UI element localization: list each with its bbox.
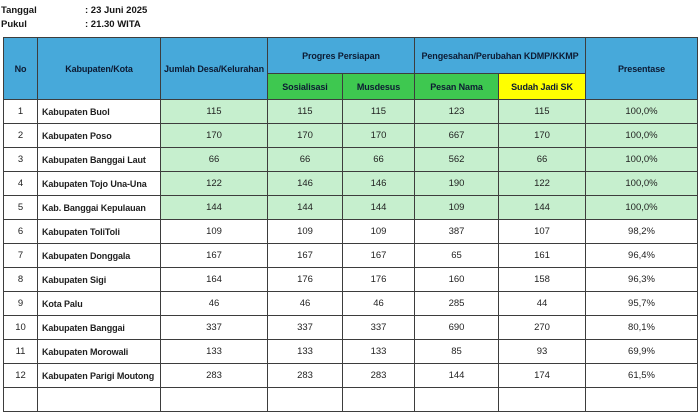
cell-sosialisasi: 337 xyxy=(268,316,343,340)
table-row xyxy=(4,196,698,220)
cell-musdesus: 176 xyxy=(343,268,415,292)
cell-no: 9 xyxy=(4,292,38,316)
cell-musdesus: 46 xyxy=(343,292,415,316)
cell-musdesus: 283 xyxy=(343,364,415,388)
cell-pesan-nama: 109 xyxy=(415,196,499,220)
recap-table-body xyxy=(4,100,698,412)
cell-jumlah-desa: 170 xyxy=(161,124,268,148)
cell-no: 11 xyxy=(4,340,38,364)
cell-musdesus: 146 xyxy=(343,172,415,196)
cell-jumlah-desa: 66 xyxy=(161,148,268,172)
cell-pesan-nama: 65 xyxy=(415,244,499,268)
cell-sudah-jadi-sk: 115 xyxy=(499,100,586,124)
date-label: Tanggal xyxy=(1,5,37,16)
col-header-sudah-jadi-sk: Sudah Jadi SK xyxy=(499,74,586,100)
col-header-sosialisasi: Sosialisasi xyxy=(268,74,343,100)
cell-sosialisasi: 146 xyxy=(268,172,343,196)
cell-pesan-nama: 562 xyxy=(415,148,499,172)
cell-presentase: 100,0% xyxy=(586,100,698,124)
table-row xyxy=(4,220,698,244)
cell-kabupaten: Kabupaten ToliToli xyxy=(38,220,161,244)
cell-no: 6 xyxy=(4,220,38,244)
cell-musdesus: 167 xyxy=(343,244,415,268)
cell-jumlah-desa: 164 xyxy=(161,268,268,292)
cell-kabupaten: Kabupaten Buol xyxy=(38,100,161,124)
cell-jumlah-desa: 133 xyxy=(161,340,268,364)
cell-kabupaten: Kabupaten Banggai Laut xyxy=(38,148,161,172)
time-value: : 21.30 WITA xyxy=(85,19,141,30)
cell-presentase: 95,7% xyxy=(586,292,698,316)
cell-musdesus: 144 xyxy=(343,196,415,220)
cell-sosialisasi: 176 xyxy=(268,268,343,292)
recap-table-header xyxy=(4,38,698,100)
cell-jumlah-desa: 115 xyxy=(161,100,268,124)
date-value: : 23 Juni 2025 xyxy=(85,5,148,16)
report-time-row xyxy=(1,18,147,32)
cell-kabupaten: Kab. Banggai Kepulauan xyxy=(38,196,161,220)
cell-sudah-jadi-sk: 161 xyxy=(499,244,586,268)
cell-kabupaten: Kabupaten Tojo Una-Una xyxy=(38,172,161,196)
cell-sudah-jadi-sk: 107 xyxy=(499,220,586,244)
cell-pesan-nama: 160 xyxy=(415,268,499,292)
col-header-musdesus: Musdesus xyxy=(343,74,415,100)
cell-kabupaten: Kabupaten Banggai xyxy=(38,316,161,340)
cell-jumlah-desa: 144 xyxy=(161,196,268,220)
col-header-kabupaten: Kabupaten/Kota xyxy=(38,38,161,100)
cell-pesan-nama: 85 xyxy=(415,340,499,364)
cell-sosialisasi: 109 xyxy=(268,220,343,244)
table-row xyxy=(4,148,698,172)
cell-jumlah-desa: 46 xyxy=(161,292,268,316)
cell-no: 8 xyxy=(4,268,38,292)
cell-pesan-nama: 387 xyxy=(415,220,499,244)
cell-kabupaten: Kabupaten Donggala xyxy=(38,244,161,268)
cell-no: 1 xyxy=(4,100,38,124)
table-row xyxy=(4,100,698,124)
col-header-pesan-nama: Pesan Nama xyxy=(415,74,499,100)
cell-no: 4 xyxy=(4,172,38,196)
recap-table xyxy=(3,37,698,412)
cell-no: 3 xyxy=(4,148,38,172)
cell-pesan-nama: 144 xyxy=(415,364,499,388)
cell-sudah-jadi-sk: 66 xyxy=(499,148,586,172)
cell-sudah-jadi-sk: 270 xyxy=(499,316,586,340)
cell-musdesus: 133 xyxy=(343,340,415,364)
cell-sosialisasi: 66 xyxy=(268,148,343,172)
cell-sosialisasi: 46 xyxy=(268,292,343,316)
cell-presentase: 69,9% xyxy=(586,340,698,364)
cell-presentase: 98,2% xyxy=(586,220,698,244)
cell-sudah-jadi-sk: 144 xyxy=(499,196,586,220)
report-date-row xyxy=(1,4,147,18)
table-row xyxy=(4,316,698,340)
cell-no: 10 xyxy=(4,316,38,340)
col-header-presentase: Presentase xyxy=(586,38,698,100)
cell-jumlah-desa: 109 xyxy=(161,220,268,244)
cell-kabupaten: Kota Palu xyxy=(38,292,161,316)
cell-kabupaten: Kabupaten Sigi xyxy=(38,268,161,292)
cell-presentase: 100,0% xyxy=(586,124,698,148)
cell-kabupaten: Kabupaten Morowali xyxy=(38,340,161,364)
table-row xyxy=(4,292,698,316)
cell-sudah-jadi-sk: 44 xyxy=(499,292,586,316)
table-row xyxy=(4,124,698,148)
cell-musdesus: 170 xyxy=(343,124,415,148)
cell-musdesus: 66 xyxy=(343,148,415,172)
cell-musdesus: 109 xyxy=(343,220,415,244)
cell-sudah-jadi-sk: 174 xyxy=(499,364,586,388)
cell-pesan-nama: 690 xyxy=(415,316,499,340)
table-row xyxy=(4,364,698,388)
cell-sudah-jadi-sk: 170 xyxy=(499,124,586,148)
group-header-pengesahan: Pengesahan/Perubahan KDMP/KKMP xyxy=(415,38,586,74)
cell-presentase: 61,5% xyxy=(586,364,698,388)
cell-sosialisasi: 167 xyxy=(268,244,343,268)
cell-jumlah-desa: 167 xyxy=(161,244,268,268)
cell-sudah-jadi-sk: 158 xyxy=(499,268,586,292)
cell-sosialisasi: 133 xyxy=(268,340,343,364)
cell-pesan-nama: 123 xyxy=(415,100,499,124)
report-meta xyxy=(1,4,147,32)
cell-sudah-jadi-sk: 122 xyxy=(499,172,586,196)
cell-sosialisasi: 144 xyxy=(268,196,343,220)
cell-sosialisasi: 115 xyxy=(268,100,343,124)
cell-musdesus: 337 xyxy=(343,316,415,340)
table-row xyxy=(4,244,698,268)
cell-presentase: 96,4% xyxy=(586,244,698,268)
cell-no: 12 xyxy=(4,364,38,388)
cell-pesan-nama: 285 xyxy=(415,292,499,316)
table-row xyxy=(4,268,698,292)
cell-jumlah-desa: 337 xyxy=(161,316,268,340)
cell-jumlah-desa: 283 xyxy=(161,364,268,388)
col-header-no: No xyxy=(4,38,38,100)
cell-presentase: 80,1% xyxy=(586,316,698,340)
cell-presentase: 100,0% xyxy=(586,196,698,220)
cell-sosialisasi: 283 xyxy=(268,364,343,388)
cell-pesan-nama: 190 xyxy=(415,172,499,196)
cell-presentase: 100,0% xyxy=(586,172,698,196)
cell-kabupaten: Kabupaten Parigi Moutong xyxy=(38,364,161,388)
cell-sudah-jadi-sk: 93 xyxy=(499,340,586,364)
table-row xyxy=(4,340,698,364)
cell-musdesus: 115 xyxy=(343,100,415,124)
cell-kabupaten: Kabupaten Poso xyxy=(38,124,161,148)
time-label: Pukul xyxy=(1,19,27,30)
cell-presentase: 96,3% xyxy=(586,268,698,292)
cell-no: 7 xyxy=(4,244,38,268)
cell-presentase: 100,0% xyxy=(586,148,698,172)
cell-no: 5 xyxy=(4,196,38,220)
group-header-progres-persiapan: Progres Persiapan xyxy=(268,38,415,74)
cell-no: 2 xyxy=(4,124,38,148)
cell-sosialisasi: 170 xyxy=(268,124,343,148)
table-row xyxy=(4,172,698,196)
cell-jumlah-desa: 122 xyxy=(161,172,268,196)
col-header-jumlah-desa: Jumlah Desa/Kelurahan xyxy=(161,38,268,100)
cell-pesan-nama: 667 xyxy=(415,124,499,148)
